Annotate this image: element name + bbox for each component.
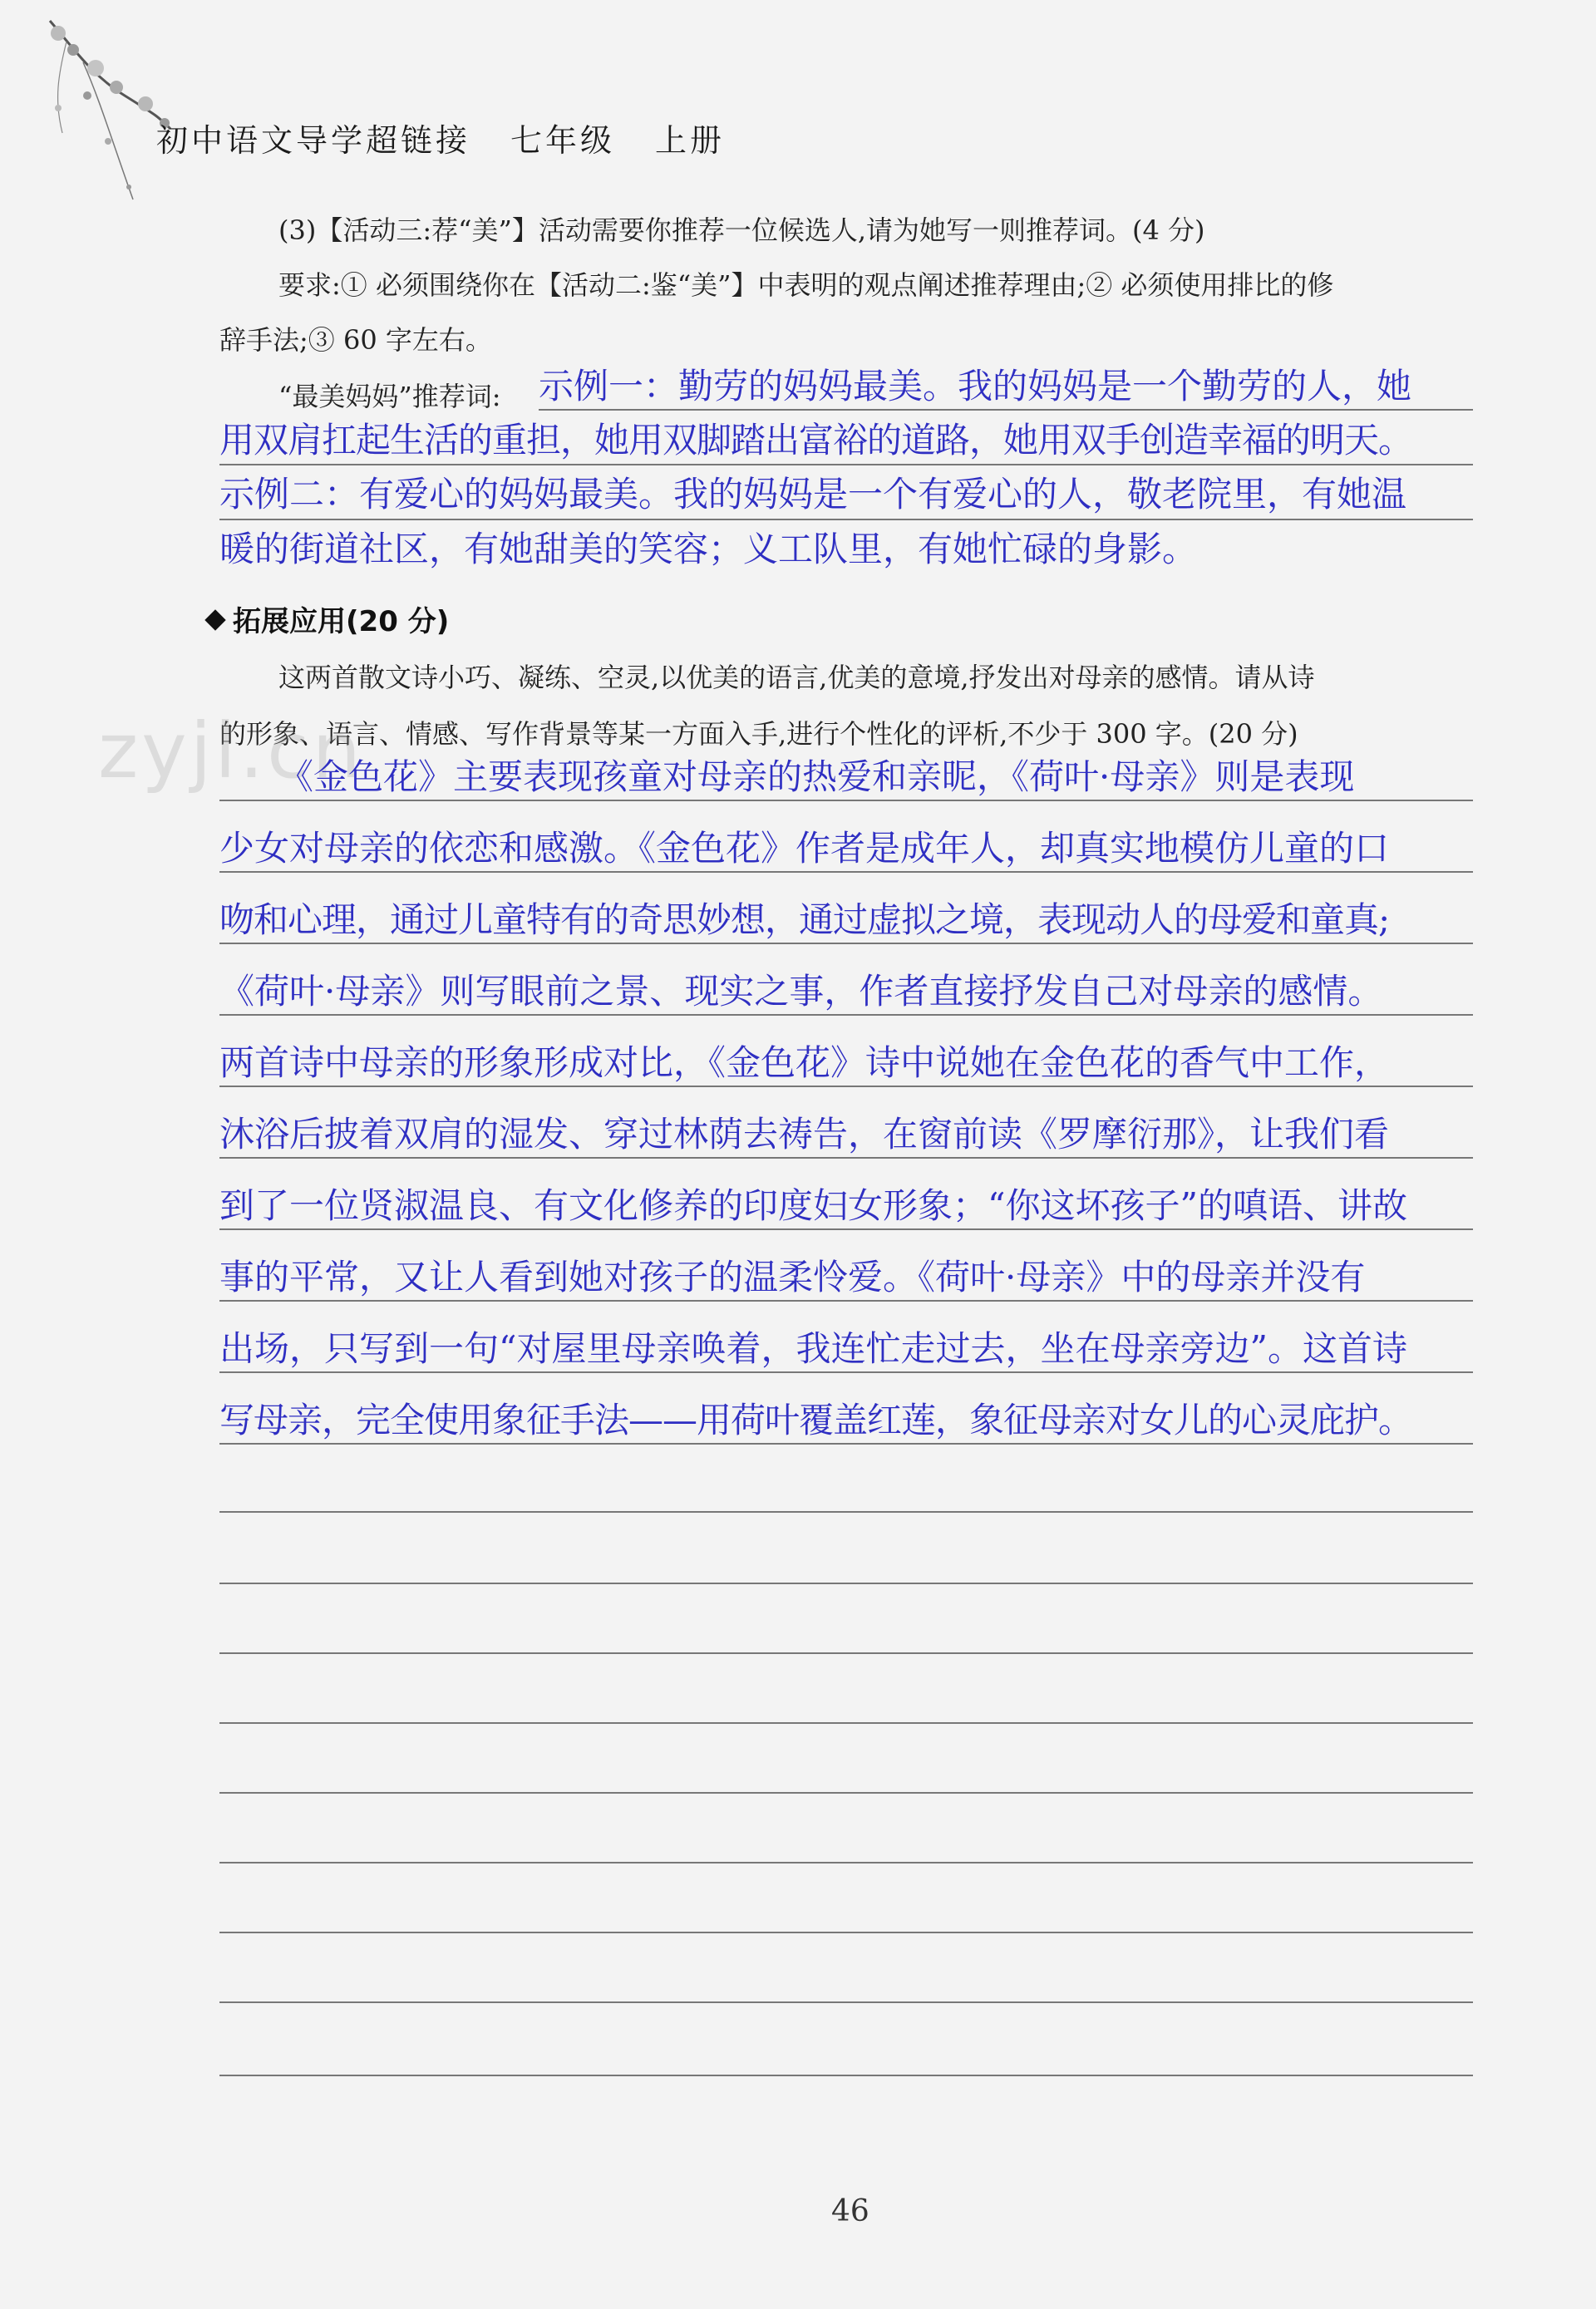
volume-label: 上册 (655, 122, 726, 159)
answer-rule (219, 1228, 1473, 1230)
answer-rule (219, 1371, 1473, 1373)
question-3-prompt: (3)【活动三:荐“美”】活动需要你推荐一位候选人,请为她写一则推荐词。(4 分) (278, 214, 1205, 246)
handwritten-essay-line: 《荷叶·母亲》则写眼前之景、现实之事，作者直接抒发自己对母亲的感情。 (219, 971, 1383, 1012)
answer-label: “最美妈妈”推荐词: (278, 381, 501, 412)
plum-branch-illustration (33, 17, 175, 208)
blank-writing-line (219, 1652, 1473, 1654)
handwritten-essay-line: 少女对母亲的依恋和感激。《金色花》作者是成年人，却真实地模仿儿童的口 (219, 828, 1390, 869)
answer-rule (219, 1300, 1473, 1302)
watermark: zyjl.cn (98, 706, 364, 795)
answer-rule (539, 409, 1473, 411)
handwritten-essay-line: 出场，只写到一句“对屋里母亲唤着，我连忙走过去，坐在母亲旁边”。这首诗 (219, 1328, 1407, 1369)
blank-writing-line (219, 2001, 1473, 2003)
answer-rule (219, 800, 1473, 801)
answer-rule (219, 871, 1473, 873)
blank-writing-line (219, 1932, 1473, 1933)
handwritten-essay-line: 到了一位贤淑温良、有文化修养的印度妇女形象；“你这坏孩子”的嗔语、讲故 (219, 1185, 1407, 1226)
page-number: 46 (831, 2194, 869, 2228)
answer-rule (219, 519, 1473, 520)
extension-prompt-line-2: 的形象、语言、情感、写作背景等某一方面入手,进行个性化的评析,不少于 300 字。(20 分) (219, 718, 1298, 750)
book-title: 初中语文导学超链接 (156, 122, 471, 159)
answer-rule (219, 943, 1473, 944)
diamond-bullet-icon (204, 609, 225, 630)
blank-writing-line (219, 1722, 1473, 1724)
requirement-line-1: 要求:① 必须围绕你在【活动二:鉴“美”】中表明的观点阐述推荐理由;② 必须使用排比的修 (278, 269, 1334, 301)
handwritten-essay-line: 写母亲，完全使用象征手法——用荷叶覆盖红莲，象征母亲对女儿的心灵庇护。 (219, 1400, 1413, 1440)
answer-rule (219, 464, 1473, 465)
section-title (208, 598, 449, 639)
blank-writing-line (219, 1862, 1473, 1863)
handwritten-essay-line: 吻和心理，通过儿童特有的奇思妙想，通过虚拟之境，表现动人的母爱和童真; (219, 899, 1390, 940)
grade-label: 七年级 (510, 122, 616, 159)
answer-rule (219, 1157, 1473, 1159)
handwritten-essay-line: 沐浴后披着双肩的湿发、穿过林荫去祷告，在窗前读《罗摩衍那》，让我们看 (219, 1114, 1390, 1154)
handwritten-answer-line: 示例一：勤劳的妈妈最美。我的妈妈是一个勤劳的人，她 (539, 366, 1412, 406)
handwritten-answer-line: 用双肩扛起生活的重担，她用双脚踏出富裕的道路，她用双手创造幸福的明天。 (219, 420, 1413, 460)
blank-writing-line (219, 1511, 1473, 1513)
answer-rule (219, 1014, 1473, 1016)
handwritten-essay-line: 事的平常，又让人看到她对孩子的温柔怜爱。《荷叶·母亲》中的母亲并没有 (219, 1257, 1366, 1297)
handwritten-answer-line: 暖的街道社区，有她甜美的笑容；义工队里，有她忙碌的身影。 (219, 529, 1198, 569)
answer-rule (219, 1443, 1473, 1445)
blank-writing-line (219, 2075, 1473, 2076)
handwritten-answer-line: 示例二：有爱心的妈妈最美。我的妈妈是一个有爱心的人，敬老院里，有她温 (219, 474, 1407, 514)
book-header (156, 115, 765, 160)
blank-writing-line (219, 1583, 1473, 1584)
requirement-line-2: 辞手法;③ 60 字左右。 (219, 324, 492, 356)
blank-writing-line (219, 1792, 1473, 1794)
answer-rule (219, 1086, 1473, 1087)
extension-prompt-line-1: 这两首散文诗小巧、凝练、空灵,以优美的语言,优美的意境,抒发出对母亲的感情。请从诗 (278, 662, 1315, 693)
handwritten-essay-line: 两首诗中母亲的形象形成对比，《金色花》诗中说她在金色花的香气中工作， (219, 1042, 1390, 1083)
section-title-text: 拓展应用(20 分) (233, 605, 450, 638)
handwritten-essay-line: 《金色花》主要表现孩童对母亲的热爱和亲昵，《荷叶·母亲》则是表现 (278, 756, 1355, 797)
